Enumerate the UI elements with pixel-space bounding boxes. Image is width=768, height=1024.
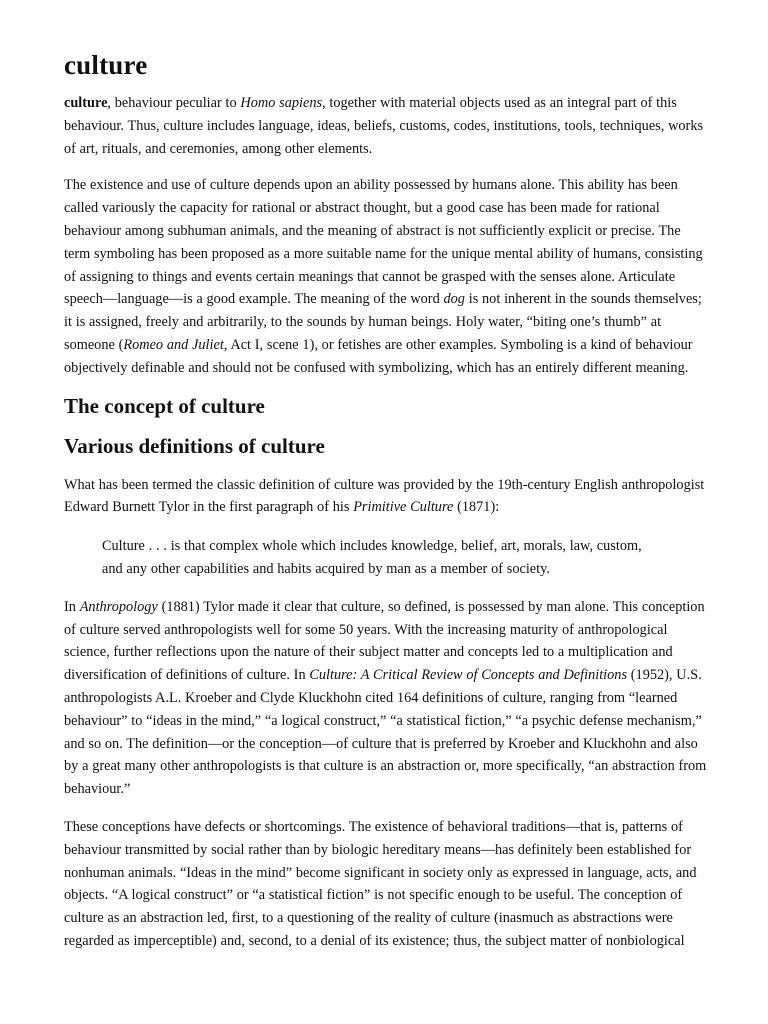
article [64,0,708,953]
anthropology-paragraph [64,596,708,801]
existence-word-dog: dog [443,291,465,308]
existence-play-title: Romeo and Juliet [123,336,224,353]
existence-text-2: is not inherent in the sounds themselves; it is assigned, freely and arbitrarily, to the sounds by human beings. Holy water, “biting one’s thumb” at someone ( [64,291,702,353]
classic-definition-paragraph [64,474,708,520]
classic-text-2: (1871): [453,499,500,516]
section-heading-definitions: Various definitions of culture [64,433,325,458]
anthropology-text-2: (1881) Tylor made it clear that culture, so defined, is possessed by man alone. This conception of culture served anthropologists well for some 50 years. With the increasing maturity of anthropological science, further reflections upon the nature of their subject matter and concepts led to a multiplication and diversification of definitions of culture. In [64,598,705,684]
existence-text-3: , Act I, scene 1), or fetishes are other examples. Symboling is a kind of behaviour objectively definable and should not be confused with symbolizing, which has an entirely different meaning. [64,336,693,376]
tylor-quote [102,535,662,581]
section-heading-concept: The concept of culture [64,393,265,418]
kroeber-book-title: Culture: A Critical Review of Concepts and Definitions [309,667,628,684]
anthropology-text-1: In [64,598,80,615]
tylor-quote-text: Culture . . . is that complex whole which includes knowledge, belief, art, morals, law, custom, and any other capabilities and habits acquired by man as a member of society. [102,538,642,577]
defects-paragraph: These conceptions have defects or shortcomings. The existence of behavioral traditions—that is, patterns of behaviour transmitted by social rather than by biologic hereditary means—has definitely been established for nonhuman animals. “Ideas in the mind” become significant in society only as expressed in language, acts, and objects. “A logical construct” or “a statistical fiction” is not specific enough to be useful. The conception of culture as an abstraction led, first, to a questioning of the reality of culture (inasmuch as abstractions were regarded as imperceptible) and, second, to a denial of its existence; thus, the subject matter of nonbiological [64,818,697,949]
page-title: culture [64,50,148,80]
intro-term: culture [64,95,108,111]
anthropology-text-3: (1952), U.S. anthropologists A.L. Kroeber and Clyde Kluckhohn cited 164 definitions of culture, ranging from “learned behaviour” to “ideas in the mind,” “a logical construct,” “a statistical fiction,” “a psychic defense mechanism,” and so on. The definition—or the conception—of culture that is preferred by Kroeber and Kluckhohn and also by a great many other anthropologists is that culture is an abstraction or, more specifically, “an abstraction from behaviour.” [64,667,707,798]
anthropology-book-title: Anthropology [79,598,158,615]
intro-text-1: , behaviour peculiar to [107,95,241,111]
existence-text-1: The existence and use of culture depends upon an ability possessed by humans alone. This ability has been called variously the capacity for rational or abstract thought, but a good case has been made for rational behaviour among subhuman animals, and the meaning of abstract is not sufficiently explicit or precise. The term symboling has been proposed as a more suitable name for the unique mental ability of humans, consisting of assigning to things and events certain meanings that cannot be grasped with the senses alone. Articulate speech—language—is a good example. The meaning of the word [64,177,703,308]
intro-species-name: Homo sapiens [240,95,323,111]
classic-book-title: Primitive Culture [353,499,454,516]
classic-text-1: What has been termed the classic definition of culture was provided by the 19th-century English anthropologist Edward Burnett Tylor in the first paragraph of his [64,476,705,516]
intro-paragraph [64,92,708,160]
intro-text-2: , together with material objects used as an integral part of this behaviour. Thus, culture includes language, ideas, beliefs, customs, codes, institutions, tools, techniques, works of art, rituals, and ceremonies, among other elements. [64,95,704,157]
existence-paragraph [64,174,708,379]
